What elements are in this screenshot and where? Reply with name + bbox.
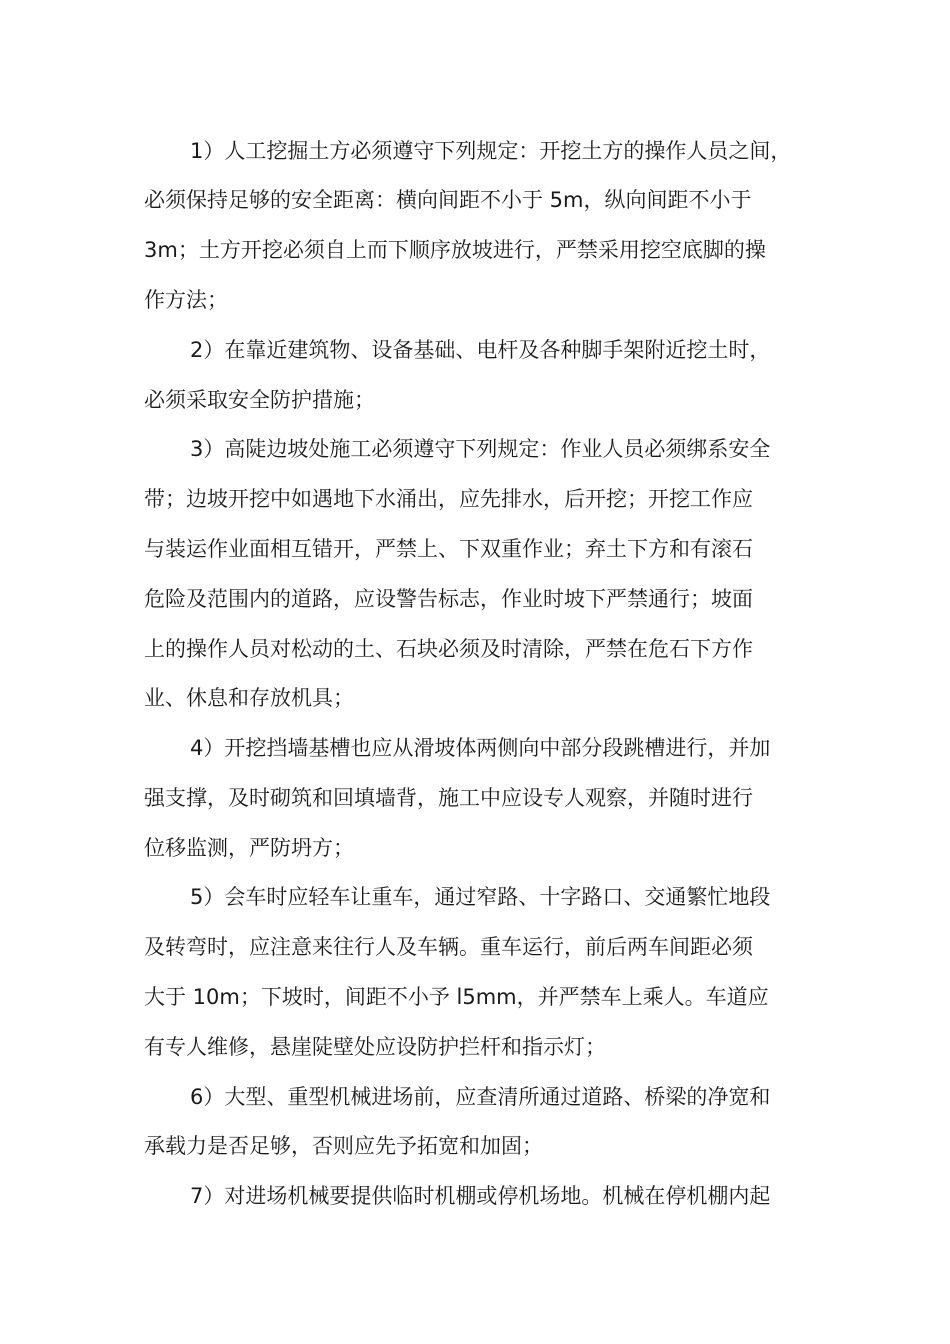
text-line: 3）高陡边坡处施工必须遵守下列规定：作业人员必须绑系安全 <box>190 437 771 461</box>
text-line: 7）对进场机械要提供临时机棚或停机场地。机械在停机棚内起 <box>190 1184 771 1208</box>
text-line: 带；边坡开挖中如遇地下水涌出，应先排水，后开挖；开挖工作应 <box>144 487 753 511</box>
text-line: 与装运作业面相互错开，严禁上、下双重作业；弃土下方和有滚石 <box>144 537 753 561</box>
text-line: 必须保持足够的安全距离：横向间距不小于 5m，纵向间距不小于 <box>144 188 752 212</box>
text-line: 3m；土方开挖必须自上而下顺序放坡进行，严禁采用挖空底脚的操 <box>144 238 766 262</box>
text-line: 危险及范围内的道路，应设警告标志，作业时坡下严禁通行；坡面 <box>144 587 753 611</box>
text-line: 大于 10m；下坡时，间距不小予 l5mm，并严禁车上乘人。车道应 <box>144 985 769 1009</box>
text-line: 承载力是否足够，否则应先予拓宽和加固； <box>144 1134 543 1158</box>
text-line: 1）人工挖掘土方必须遵守下列规定：开挖土方的操作人员之间， <box>190 139 792 163</box>
text-line: 上的操作人员对松动的土、石块必须及时清除，严禁在危石下方作 <box>144 637 753 661</box>
text-line: 作方法； <box>144 288 228 312</box>
text-line: 有专人维修，悬崖陡壁处应设防护拦杆和指示灯； <box>144 1035 606 1059</box>
text-line: 及转弯时，应注意来往行人及车辆。重车运行，前后两车间距必须 <box>144 935 753 959</box>
text-line: 强支撑，及时砌筑和回填墙背，施工中应设专人观察，并随时进行 <box>144 786 753 810</box>
text-line: 必须采取安全防护措施； <box>144 388 375 412</box>
text-line: 位移监测，严防坍方； <box>144 836 354 860</box>
text-line: 4）开挖挡墙基槽也应从滑坡体两侧向中部分段跳槽进行，并加 <box>190 736 771 760</box>
text-line: 6）大型、重型机械进场前，应查清所通过道路、桥梁的净宽和 <box>190 1085 771 1109</box>
text-line: 5）会车时应轻车让重车，通过窄路、十字路口、交通繁忙地段 <box>190 885 771 909</box>
text-line: 2）在靠近建筑物、设备基础、电杆及各种脚手架附近挖土时， <box>190 338 771 362</box>
text-line: 业、休息和存放机具； <box>144 686 354 710</box>
